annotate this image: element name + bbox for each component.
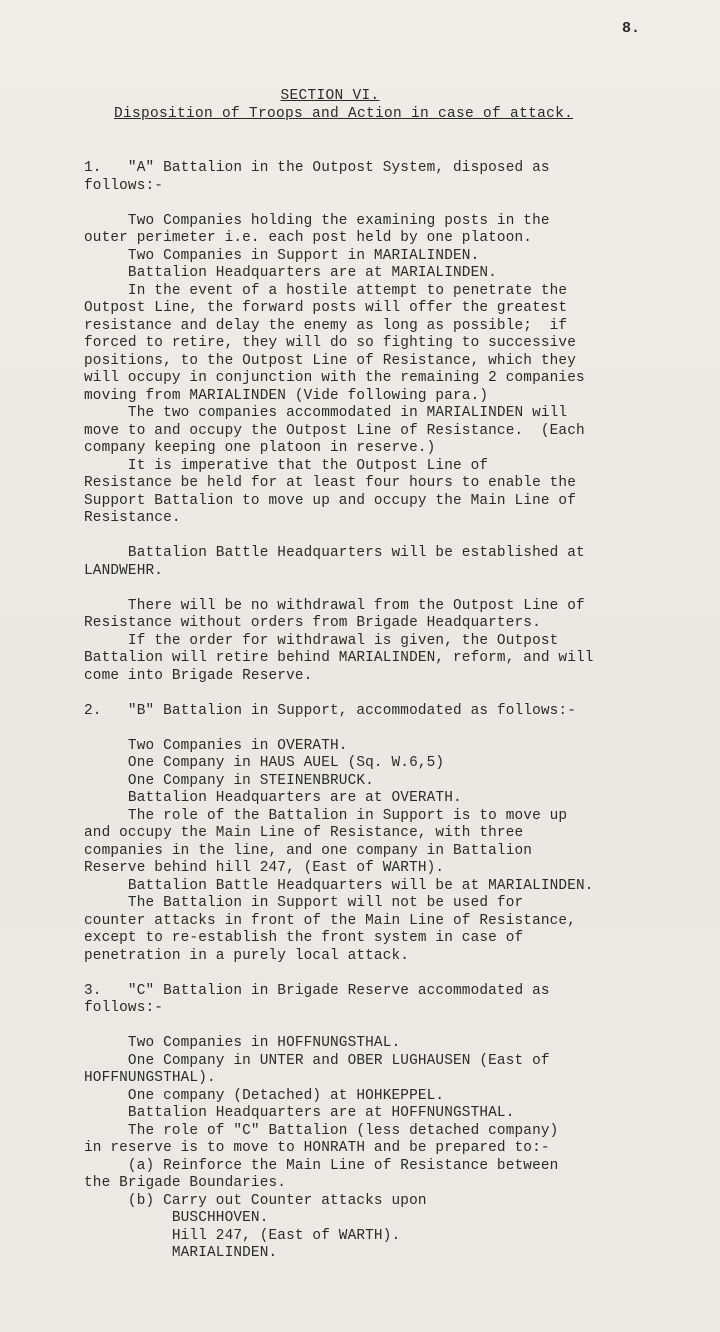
section-subtitle: Disposition of Troops and Action in case of attack. (114, 106, 574, 122)
text-line: Two Companies in HOFFNUNGSTHAL. (84, 1035, 401, 1051)
text-line: HOFFNUNGSTHAL). (84, 1070, 216, 1086)
document-body (84, 160, 720, 1263)
text-line: In the event of a hostile attempt to penetrate the (84, 282, 568, 299)
text-line: penetration in a purely local attack. (84, 947, 410, 964)
text-line: (b) Carry out Counter attacks upon (84, 1192, 427, 1209)
text-line: Battalion Battle Headquarters will be established at (84, 545, 585, 561)
text-line: Resistance. (84, 510, 181, 526)
text-line: Outpost Line, the forward posts will offer the greatest (84, 300, 568, 316)
text-line: the Brigade Boundaries. (84, 1175, 287, 1191)
page-number: 8. (622, 20, 641, 37)
text-line: move to and occupy the Outpost Line of Resistance. (Each (84, 422, 585, 439)
text-line: One Company in UNTER and OBER LUGHAUSEN (East of (84, 1052, 550, 1069)
text-line: One company (Detached) at HOHKEPPEL. (84, 1087, 445, 1104)
text-line: come into Brigade Reserve. (84, 667, 313, 684)
text-line: and occupy the Main Line of Resistance, with three (84, 825, 524, 841)
text-line (84, 528, 720, 546)
text-line: The two companies accommodated in MARIALINDEN will (84, 405, 568, 421)
text-line: companies in the line, and one company in Battalion (84, 842, 533, 859)
text-line: moving from MARIALINDEN (Vide following para.) (84, 387, 489, 404)
text-line: except to re-establish the front system in case of (84, 930, 524, 946)
text-line (84, 1018, 720, 1036)
text-line: BUSCHHOVEN. (84, 1210, 269, 1226)
text-line: resistance and delay the enemy as long as possible; if (84, 317, 568, 334)
text-line: If the order for withdrawal is given, the Outpost (84, 632, 559, 649)
text-line: Two Companies holding the examining posts in the (84, 212, 550, 229)
text-line: Two Companies in Support in MARIALINDEN. (84, 247, 480, 264)
text-line: The role of the Battalion in Support is to move up (84, 807, 568, 824)
text-line: Battalion Battle Headquarters will be at MARIALINDEN. (84, 877, 594, 894)
text-line: positions, to the Outpost Line of Resistance, which they (84, 352, 577, 369)
text-line: There will be no withdrawal from the Outpost Line of (84, 597, 585, 614)
text-line: will occupy in conjunction with the remaining 2 companies (84, 370, 585, 386)
text-line: Battalion Headquarters are at MARIALINDEN. (84, 265, 497, 281)
text-line (84, 965, 720, 983)
text-line: counter attacks in front of the Main Line of Resistance, (84, 912, 577, 929)
text-line: It is imperative that the Outpost Line of (84, 457, 489, 474)
text-line: follows:- (84, 1000, 164, 1016)
text-line: (a) Reinforce the Main Line of Resistance between (84, 1157, 559, 1174)
text-line: Support Battalion to move up and occupy the Main Line of (84, 492, 577, 509)
text-line: One Company in HAUS AUEL (Sq. W.6,5) (84, 755, 445, 771)
text-line: company keeping one platoon in reserve.) (84, 440, 436, 456)
text-line: 3. "C" Battalion in Brigade Reserve accommodated as (84, 982, 550, 999)
text-line: The Battalion in Support will not be used for (84, 895, 524, 911)
text-line: Reserve behind hill 247, (East of WARTH). (84, 860, 445, 876)
text-line: Resistance without orders from Brigade Headquarters. (84, 615, 541, 631)
text-line: Battalion will retire behind MARIALINDEN, reform, and will (84, 650, 594, 666)
text-line (84, 685, 720, 703)
text-line: Two Companies in OVERATH. (84, 737, 348, 754)
text-line (84, 720, 720, 738)
text-line: Resistance be held for at least four hours to enable the (84, 475, 577, 491)
text-line: outer perimeter i.e. each post held by one platoon. (84, 230, 533, 246)
text-line: 2. "B" Battalion in Support, accommodated as follows:- (84, 702, 577, 719)
text-line: Battalion Headquarters are at OVERATH. (84, 790, 462, 806)
text-line: One Company in STEINENBRUCK. (84, 772, 374, 789)
text-line: Battalion Headquarters are at HOFFNUNGSTHAL. (84, 1105, 515, 1121)
text-line: The role of "C" Battalion (less detached company) (84, 1122, 559, 1139)
text-line: Hill 247, (East of WARTH). (84, 1227, 401, 1244)
text-line: in reserve is to move to HONRATH and be prepared to:- (84, 1140, 550, 1156)
text-line: MARIALINDEN. (84, 1245, 278, 1261)
text-line: follows:- (84, 177, 164, 194)
text-line: LANDWEHR. (84, 562, 164, 579)
text-line (84, 195, 720, 213)
text-line (84, 580, 720, 598)
text-line: forced to retire, they will do so fighting to successive (84, 335, 577, 351)
section-title: SECTION VI. (280, 88, 380, 104)
text-line: 1. "A" Battalion in the Outpost System, disposed as (84, 160, 550, 176)
